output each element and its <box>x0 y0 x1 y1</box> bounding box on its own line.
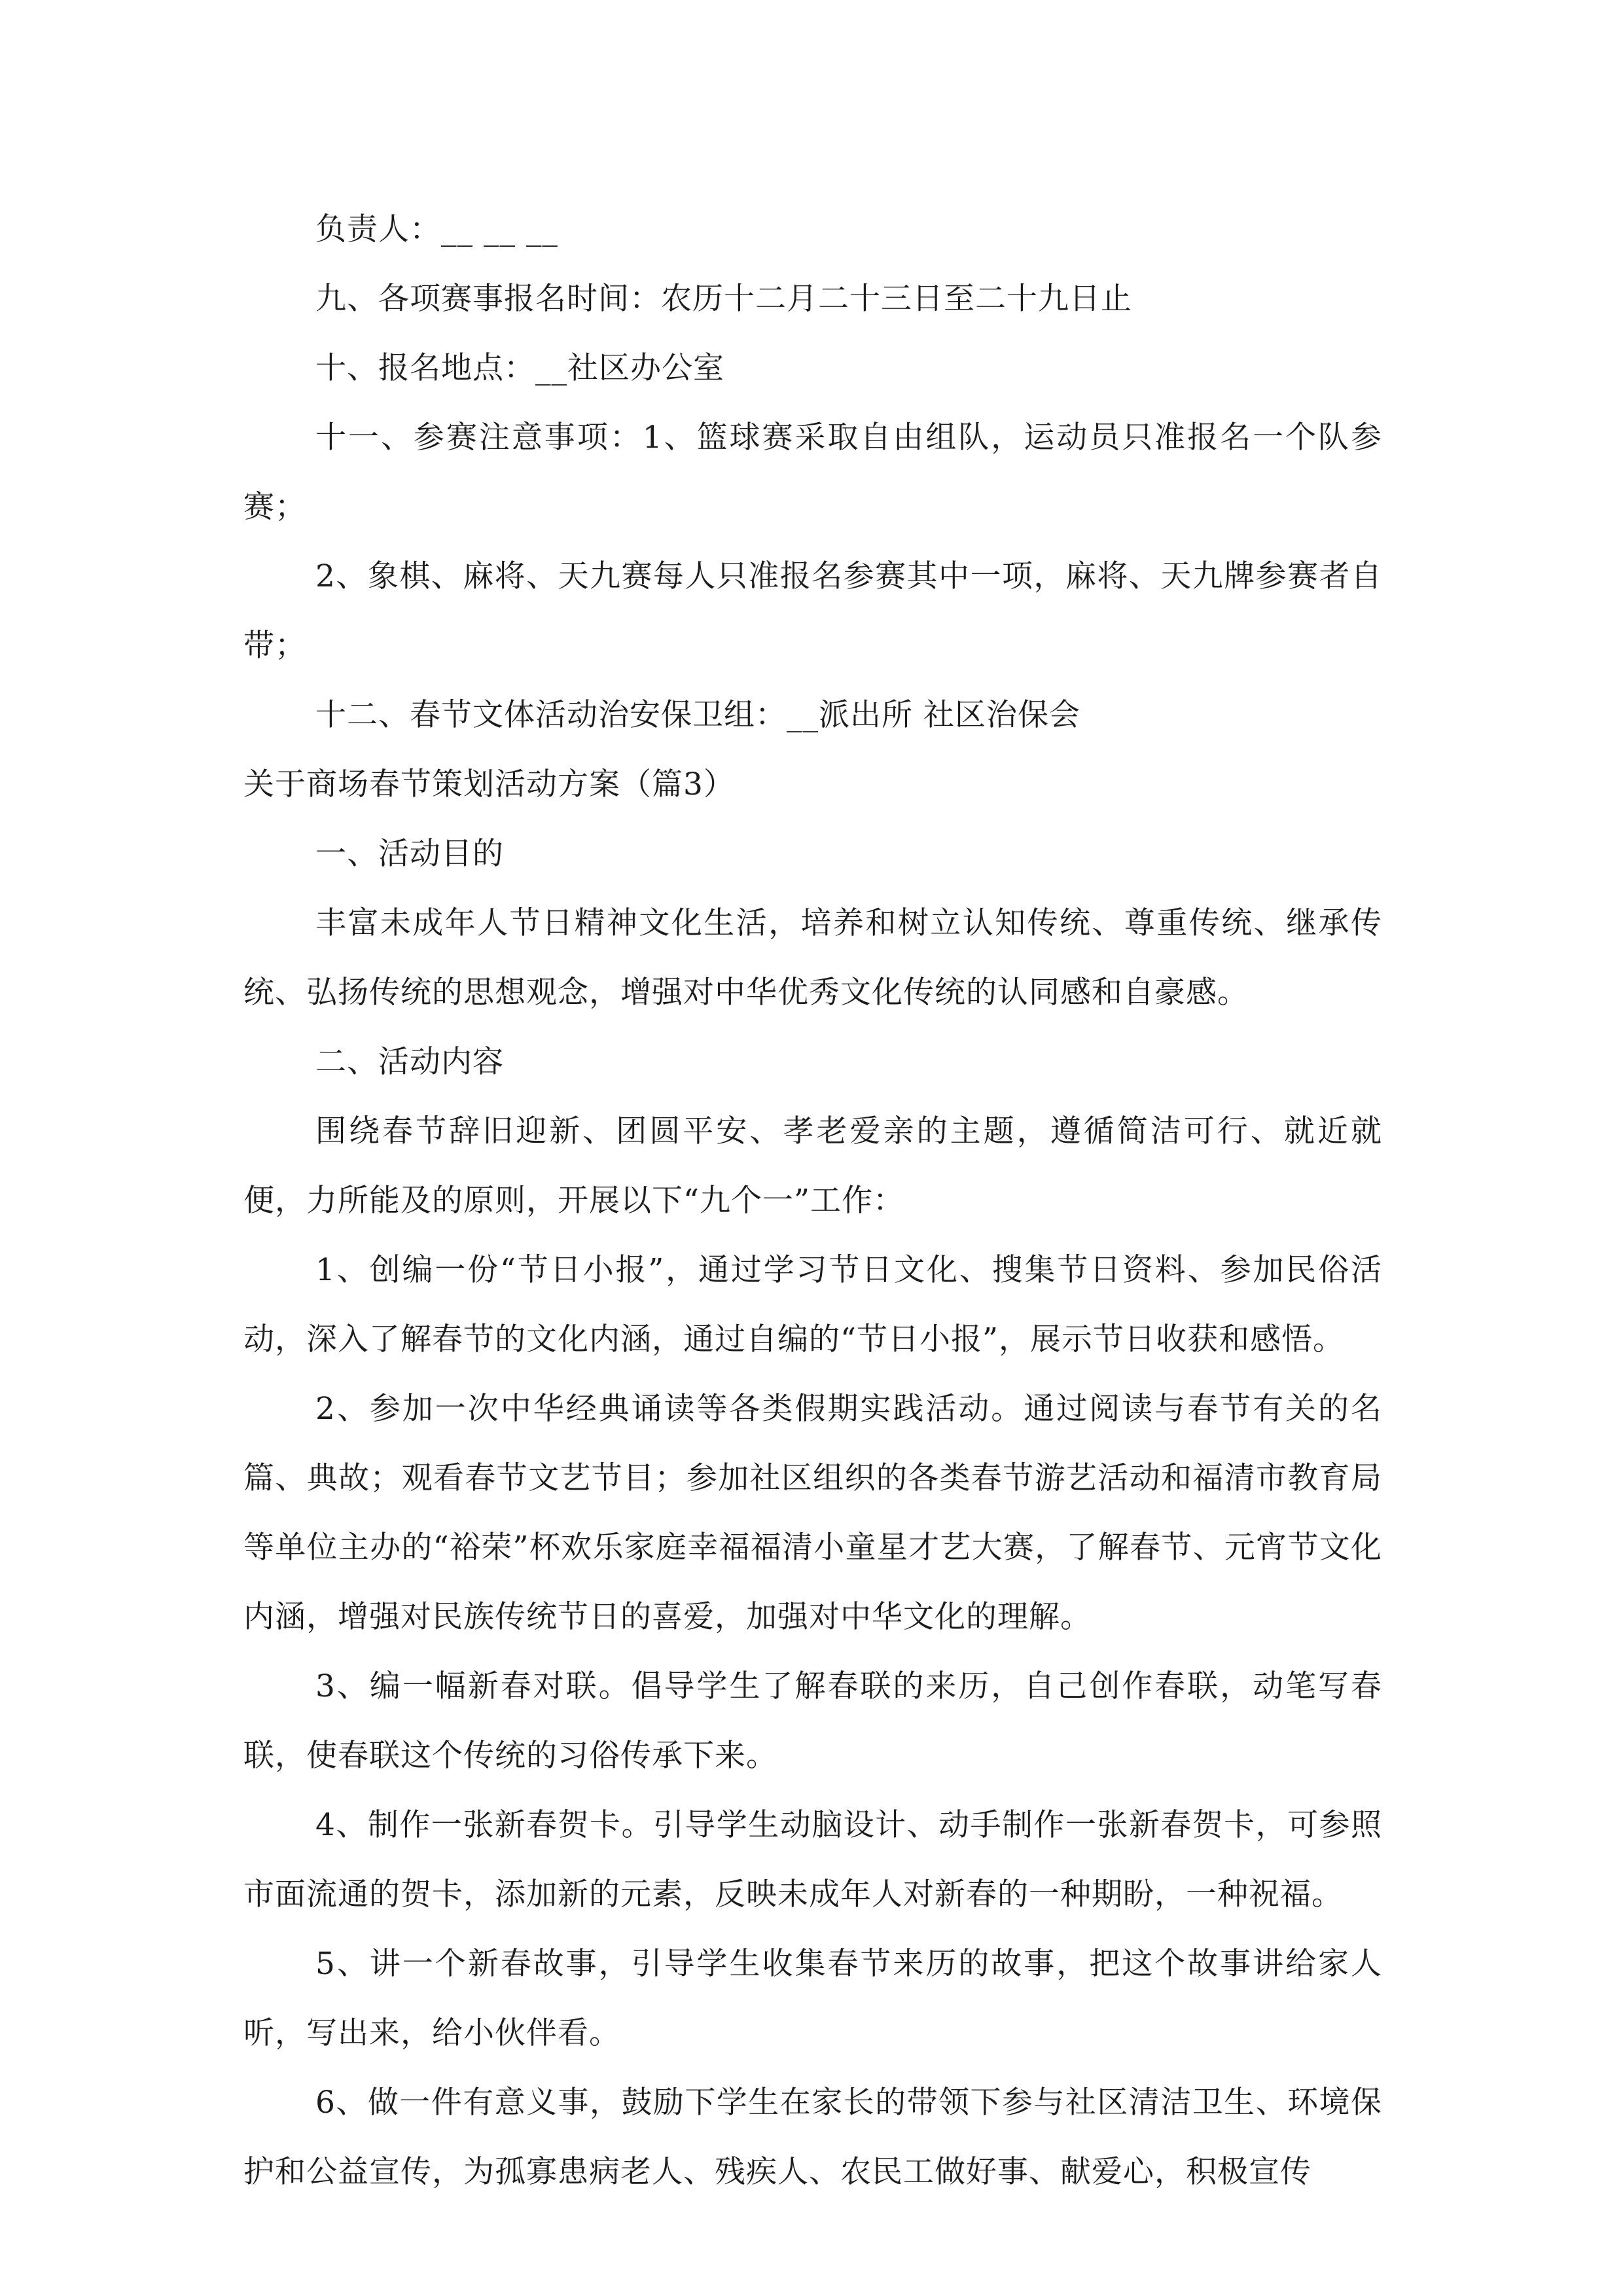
paragraph-item-2: 2、参加一次中华经典诵读等各类假期实践活动。通过阅读与春节有关的名篇、典故；观看春节文艺节目；参加社区组织的各类春节游艺活动和福清市教育局等单位主办的“裕荣”杯欢乐家庭幸福福清小童星才艺大赛，了解春节、元宵节文化内涵，增强对民族传统节日的喜爱，加强对中华文化的理解。 <box>243 1391 1382 1635</box>
paragraph-item-4: 4、制作一张新春贺卡。引导学生动脑设计、动手制作一张新春贺卡，可参照市面流通的贺卡，添加新的元素，反映未成年人对新春的一种期盼，一种祝福。 <box>243 1807 1382 1912</box>
paragraph-notes-2: 2、象棋、麻将、天九赛每人只准报名参赛其中一项，麻将、天九牌参赛者自带； <box>243 558 1382 664</box>
heading-activity-purpose: 一、活动目的 <box>315 836 504 872</box>
paragraph-item-1: 1、创编一份“节日小报”，通过学习节日文化、搜集节日资料、参加民俗活动，深入了解春节的文化内涵，通过自编的“节日小报”，展示节日收获和感悟。 <box>243 1252 1382 1357</box>
document-body <box>243 195 1382 2207</box>
paragraph-content-intro: 围绕春节辞旧迎新、团圆平安、孝老爱亲的主题，遵循简洁可行、就近就便，力所能及的原则，开展以下“九个一”工作： <box>243 1113 1382 1219</box>
paragraph-item-6: 6、做一件有意义事，鼓励下学生在家长的带领下参与社区清洁卫生、环境保护和公益宣传，为孤寡患病老人、残疾人、农民工做好事、献爱心，积极宣传 <box>243 2085 1382 2190</box>
paragraph-registration-place: 十、报名地点：__社区办公室 <box>315 350 724 386</box>
heading-activity-content: 二、活动内容 <box>315 1044 504 1080</box>
paragraph-person-in-charge: 负责人：__ __ __ <box>315 211 558 247</box>
paragraph-security-group: 十二、春节文体活动治安保卫组：__派出所 社区治保会 <box>315 697 1080 733</box>
paragraph-purpose: 丰富未成年人节日精神文化生活，培养和树立认知传统、尊重传统、继承传统、弘扬传统的思想观念，增强对中华优秀文化传统的认同感和自豪感。 <box>243 905 1382 1011</box>
paragraph-item-3: 3、编一幅新春对联。倡导学生了解春联的来历，自己创作春联，动笔写春联，使春联这个传统的习俗传承下来。 <box>243 1668 1382 1774</box>
section-title: 关于商场春节策划活动方案（篇3） <box>243 766 735 802</box>
paragraph-registration-time: 九、各项赛事报名时间：农历十二月二十三日至二十九日止 <box>315 281 1132 317</box>
paragraph-item-5: 5、讲一个新春故事，引导学生收集春节来历的故事，把这个故事讲给家人听，写出来，给小伙伴看。 <box>243 1946 1382 2051</box>
paragraph-notes-1: 十一、参赛注意事项：1、篮球赛采取自由组队，运动员只准报名一个队参赛； <box>243 420 1382 525</box>
